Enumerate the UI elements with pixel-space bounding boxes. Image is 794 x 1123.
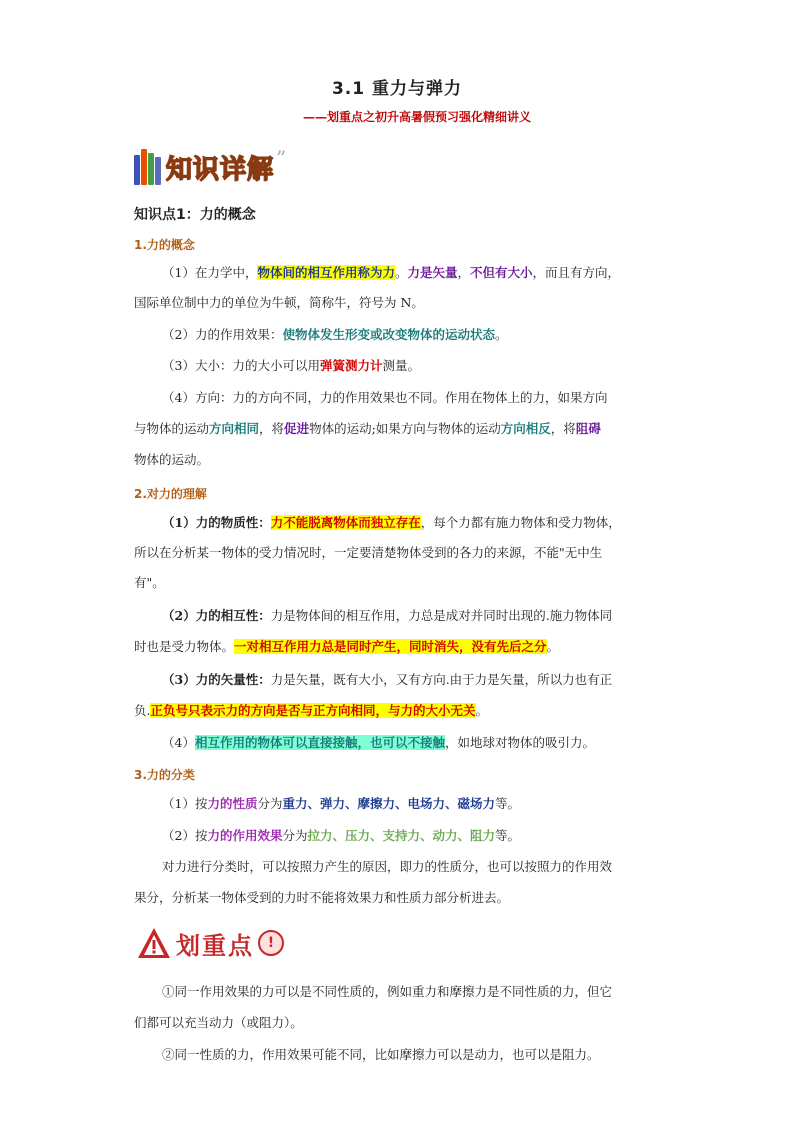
para-q3b: 负.正负号只表示力的方向是否与正方向相同，与力的大小无关。 [134,703,489,718]
key-points-title: 划重点 [176,931,254,960]
para-4b: 与物体的运动方向相同，将促进物体的运动;如果方向与物体的运动方向相反，将阻碍 [134,421,601,436]
para-r2: （2）按力的作用效果分为拉力、压力、支持力、动力、阻力等。 [162,828,521,843]
books-icon [134,149,162,185]
para-q4: （4）相互作用的物体可以直接接触，也可以不接触，如地球对物体的吸引力。 [162,735,595,750]
quote-icon: ” [276,146,287,170]
para-q3a: （3）力的矢量性：力是矢量，既有大小，又有方向.由于力是矢量，所以力也有正 [162,672,613,687]
para-q1a: （1）力的物质性：力不能脱离物体而独立存在，每个力都有施力物体和受力物体， [162,515,621,530]
para-q1c: 有"。 [134,575,165,590]
page-title: 3.1 重力与弹力 [331,79,463,99]
subheading-3: 3.力的分类 [134,768,195,782]
para-r3b: 果分，分析某一物体受到的力时不能将效果力和性质力部分析进去。 [134,890,510,905]
knowledge-banner [134,146,286,188]
para-2: （2）力的作用效果：使物体发生形变或改变物体的运动状态。 [162,327,508,342]
note-1a: ①同一作用效果的力可以是不同性质的，例如重力和摩擦力是不同性质的力，但它 [162,984,613,999]
para-r3a: 对力进行分类时，可以按照力产生的原因，即力的性质分，也可以按照力的作用效 [162,859,613,874]
note-1b: 们都可以充当动力（或阻力）。 [134,1015,303,1030]
para-3: （3）大小：力的大小可以用弹簧测力计测量。 [162,358,420,373]
subheading-2: 2.对力的理解 [134,487,207,501]
exclamation-icon: ! [258,930,284,956]
section-title: 知识点1：力的概念 [134,207,256,223]
banner-text: 知识详解 [166,154,275,185]
subheading-1: 1.力的概念 [134,238,195,252]
para-4c: 物体的运动。 [134,452,210,467]
para-1b: 国际单位制中力的单位为牛顿，简称牛，符号为 N。 [134,295,424,310]
para-1a: （1）在力学中，物体间的相互作用称为力。力是矢量，不但有大小，而且有方向， [162,265,621,280]
para-q1b: 所以在分析某一物体的受力情况时，一定要清楚物体受到的各力的来源，不能"无中生 [134,545,603,560]
para-4a: （4）方向：力的方向不同，力的作用效果也不同。作用在物体上的力，如果方向 [162,390,608,405]
warning-triangle-icon [136,926,172,960]
page-subtitle: ——划重点之初升高暑假预习强化精细讲义 [302,110,531,124]
para-q2a: （2）力的相互性：力是物体间的相互作用，力总是成对并同时出现的.施力物体同 [162,608,613,623]
note-2: ②同一性质的力，作用效果可能不同，比如摩擦力可以是动力，也可以是阻力。 [162,1047,600,1062]
para-r1: （1）按力的性质分为重力、弹力、摩擦力、电场力、磁场力等。 [162,796,521,811]
para-q2b: 时也是受力物体。一对相互作用力总是同时产生，同时消失，没有先后之分。 [134,639,560,654]
key-points-banner [136,925,284,961]
